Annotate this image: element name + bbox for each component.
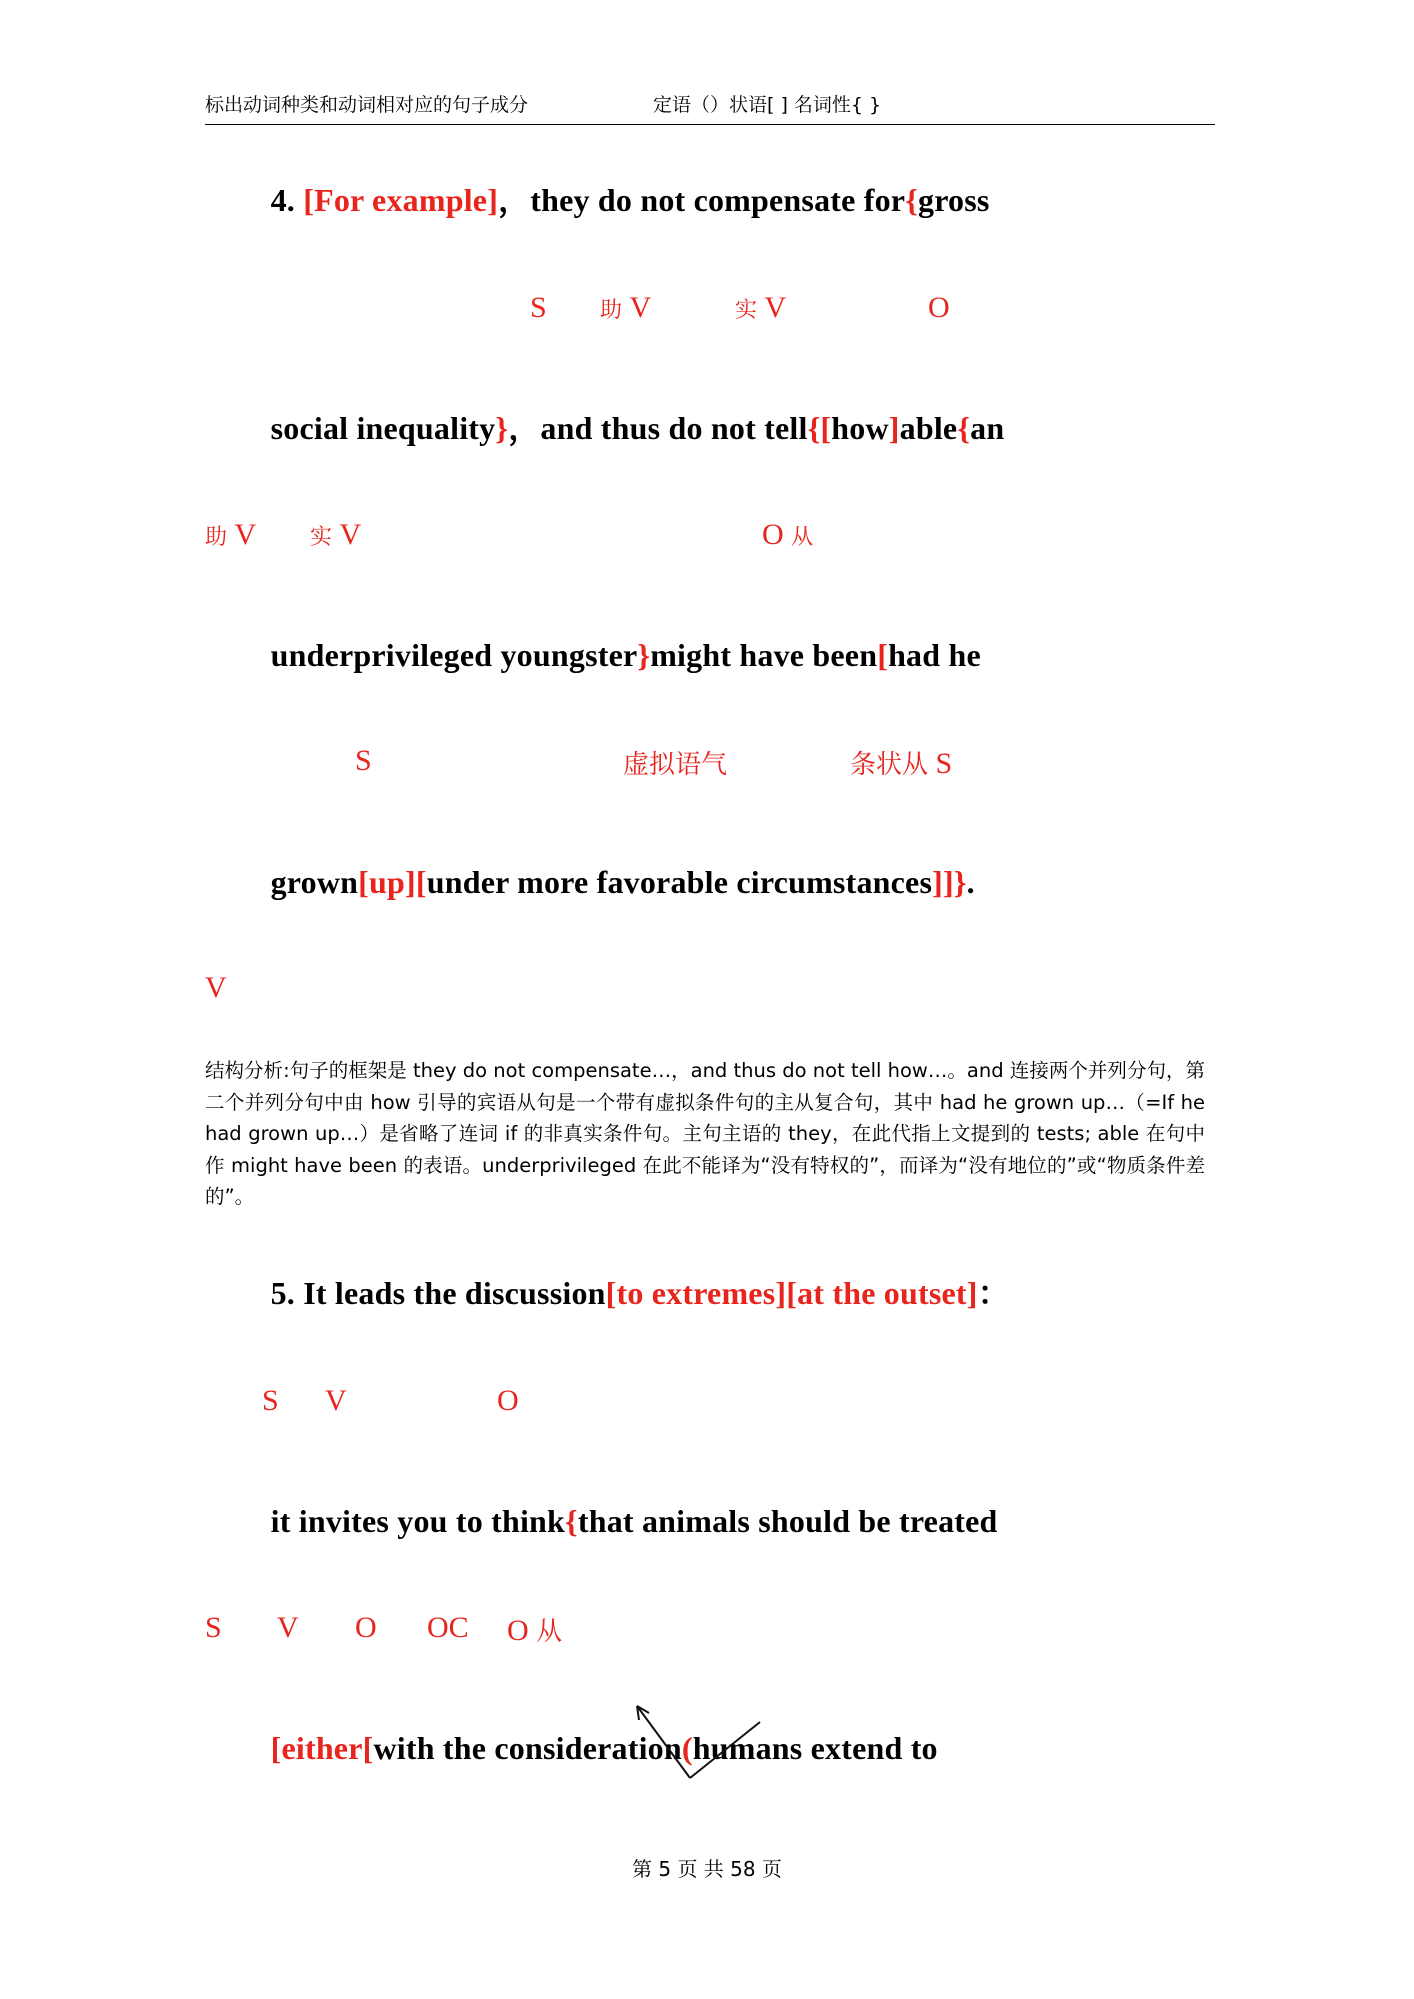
- line-text: it invites you to think: [270, 1503, 566, 1540]
- line-text: had he: [888, 637, 981, 674]
- sentence-line: [205, 606, 1225, 707]
- line-text: {: [905, 181, 919, 218]
- page-number-text: 第 5 页 共 58 页: [632, 1857, 782, 1881]
- line-text: humans extend to: [692, 1730, 938, 1767]
- line-text: (: [681, 1730, 693, 1767]
- annotation-row: [205, 518, 1225, 578]
- line-text: 5. It leads the discussion: [270, 1274, 606, 1311]
- line-text: {: [565, 1503, 578, 1540]
- document-body: [205, 150, 1225, 1799]
- annotation-mark: V: [325, 1383, 347, 1417]
- line-text: gross: [918, 181, 990, 218]
- line-text: how: [831, 410, 889, 447]
- annotation-row: [205, 291, 1225, 351]
- sentence-line: [205, 1472, 1225, 1573]
- line-text: grown: [270, 863, 359, 900]
- line-text: able: [899, 410, 958, 447]
- annotation-mark: 实 V: [310, 517, 362, 551]
- line-text: [For example]: [303, 181, 499, 218]
- line-text: .: [966, 863, 975, 900]
- line-text: ]: [888, 410, 900, 447]
- annotation-mark: O 从: [507, 1613, 563, 1647]
- line-text: [up][: [358, 863, 427, 900]
- line-text: [to extremes][at the outset]: [605, 1274, 978, 1311]
- annotation-mark: 虚拟语气: [623, 750, 728, 781]
- arrow-annotation-icon: [630, 1700, 830, 1810]
- annotation-mark: O: [355, 1610, 377, 1644]
- line-text: [either[: [270, 1730, 374, 1767]
- line-text: {[: [807, 410, 832, 447]
- line-text: ：: [977, 1274, 1010, 1311]
- annotation-row: [205, 1384, 1225, 1444]
- page-header: [205, 90, 1215, 125]
- line-text: 4.: [270, 181, 304, 218]
- line-text: ，and thus do not tell: [508, 410, 808, 447]
- sentence-line: [205, 379, 1225, 480]
- annotation-mark: 助 V: [205, 517, 257, 551]
- sentence-line: [205, 1243, 1225, 1344]
- line-text: underprivileged youngster: [270, 637, 638, 674]
- line-text: ，they do not compensate for: [498, 181, 906, 218]
- line-text: that animals should be treated: [577, 1503, 998, 1540]
- annotation-mark: 实 V: [735, 290, 787, 324]
- structure-analysis-text: 结构分析:句子的框架是 they do not compensate…，and thus do not tell how…。and 连接两个并列分句，第二个并列分句中由 how 引导的宾语从句是一个带有虚拟条件句的主从复合句，其中 had he grown up…（=If he had grown up…）是省略了连词 if 的非真实条件句。主句主语的 they，在此代指上文提到的 tests; able 在句中作 might have been 的表语。underprivileged 在此不能译为“没有特权的”，而译为“没有地位的”或“物质条件差的”。: [205, 1059, 1205, 1209]
- annotation-mark: V: [205, 971, 227, 1005]
- line-text: ]]}: [932, 863, 967, 900]
- sentence-block-4: [205, 150, 1225, 1213]
- sentence-line: [205, 832, 1225, 933]
- line-text: might have been: [650, 637, 878, 674]
- annotation-mark: S: [355, 744, 372, 778]
- annotation-mark: S: [262, 1383, 279, 1417]
- line-text: social inequality: [270, 410, 496, 447]
- annotation-mark: O: [497, 1383, 519, 1417]
- line-text: }: [637, 637, 651, 674]
- line-text: with the consideration: [373, 1730, 682, 1767]
- header-right-text: 定语（）状语[ ] 名词性{ }: [653, 94, 882, 116]
- line-text: under more favorable circumstances: [426, 863, 933, 900]
- annotation-row: [205, 744, 1225, 804]
- page-footer: [0, 1853, 1414, 1882]
- annotation-mark: S: [530, 290, 547, 324]
- annotation-mark: O 从: [762, 517, 814, 551]
- annotation-mark: O: [928, 290, 950, 324]
- annotation-mark: 助 V: [600, 290, 652, 324]
- line-text: {: [957, 410, 971, 447]
- header-left-text: 标出动词种类和动词相对应的句子成分: [205, 94, 529, 116]
- annotation-mark: V: [277, 1610, 299, 1644]
- annotation-row: [205, 1611, 1225, 1671]
- line-text: }: [495, 410, 509, 447]
- annotation-mark: OC: [427, 1610, 469, 1644]
- annotation-mark: S: [205, 1610, 222, 1644]
- line-text: an: [970, 410, 1005, 447]
- sentence-line: [205, 150, 1225, 251]
- annotation-row: [205, 971, 1225, 1031]
- line-text: [: [877, 637, 889, 674]
- annotation-mark: 条状从 S: [850, 747, 953, 781]
